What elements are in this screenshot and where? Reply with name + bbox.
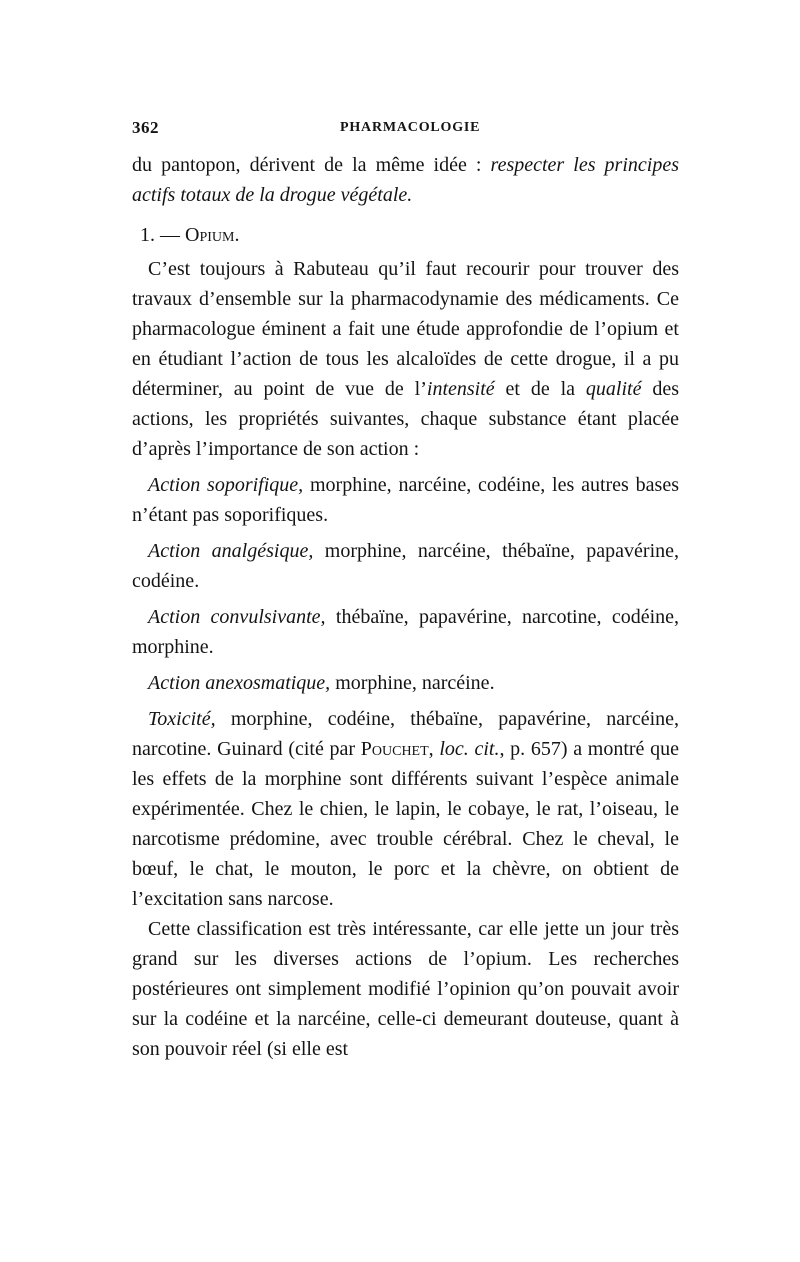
paragraph-classification [132, 914, 679, 1064]
paragraph-convulsivante [132, 602, 679, 662]
page-number: 362 [132, 118, 159, 137]
running-title: PHARMACOLOGIE [340, 120, 481, 135]
italic-run: Action convulsivante, [148, 606, 326, 628]
italic-run: Action analgésique, [148, 540, 314, 562]
text-run: et de la [494, 378, 586, 400]
italic-run: respecter les principes actifs totaux de la drogue végétale. [132, 154, 679, 206]
text-run: morphine, narcéine. [330, 672, 495, 694]
text-run: C’est toujours à Rabuteau qu’il faut recourir pour trouver des travaux d’ensemble sur la pharmacodynamie des médicaments. Ce pharmacologue éminent a fait une étude approfondie de l’opium et en étudiant l’action de tous les alcaloïdes de cette drogue, il a pu déterminer, au point de vue de l’ [132, 258, 679, 400]
text-run: du pantopon, dérivent de la même idée : [132, 154, 491, 176]
author-smallcaps: Pouchet [360, 738, 429, 760]
italic-run: Action anexosmatique, [148, 672, 331, 694]
section-number: 1. — [140, 224, 185, 246]
paragraph-rabuteau [132, 254, 679, 464]
text-run: Cette classification est très intéressante, car elle jette un jour très grand sur les diverses actions de l’opium. Les recherches postérieures ont simplement modifié l’opinion qu’on pouvait avoir sur la codéine et la narcéine, celle-ci demeurant douteuse, quant à son pouvoir réel (si elle est [132, 918, 679, 1060]
text-run: , p. 657) a montré que les effets de la morphine sont différents suivant l’espèce animale expérimentée. Chez le chien, le lapin, le cobaye, le rat, l’oiseau, le narcotisme prédomine, avec trouble cérébral. Chez le cheval, le bœuf, le chat, le mouton, le porc et la chèvre, on obtient de l’excitation sans narcose. [132, 738, 679, 910]
page-header [132, 118, 680, 144]
italic-run: qualité [585, 378, 642, 400]
paragraph-soporifique [132, 470, 679, 530]
paragraph-anexosmatique [132, 668, 679, 698]
paragraph-toxicite [132, 704, 679, 914]
section-title: Opium. [185, 224, 240, 246]
italic-run: Toxicité, [148, 708, 216, 730]
section-heading [132, 220, 679, 250]
page-body [132, 150, 679, 1064]
text-run: morphine, codéine, thébaïne, papavérine, narcéine, narcotine. Guinard (cité par [132, 708, 679, 760]
italic-run: intensité [426, 378, 495, 400]
paragraph-analgesique [132, 536, 679, 596]
text-run: morphine, narcéine, thébaïne, papavérine, codéine. [132, 540, 680, 592]
text-run: , [428, 738, 440, 760]
italic-run: loc. cit. [439, 738, 500, 760]
italic-run: Action soporifique, [148, 474, 304, 496]
text-run: des actions, les propriétés suivantes, chaque substance étant placée d’après l’importance de son action : [132, 378, 679, 460]
paragraph-continuation [132, 150, 679, 210]
text-run: thébaïne, papavérine, narcotine, codéine, morphine. [132, 606, 680, 658]
text-run: morphine, narcéine, codéine, les autres bases n’étant pas soporifiques. [132, 474, 679, 526]
